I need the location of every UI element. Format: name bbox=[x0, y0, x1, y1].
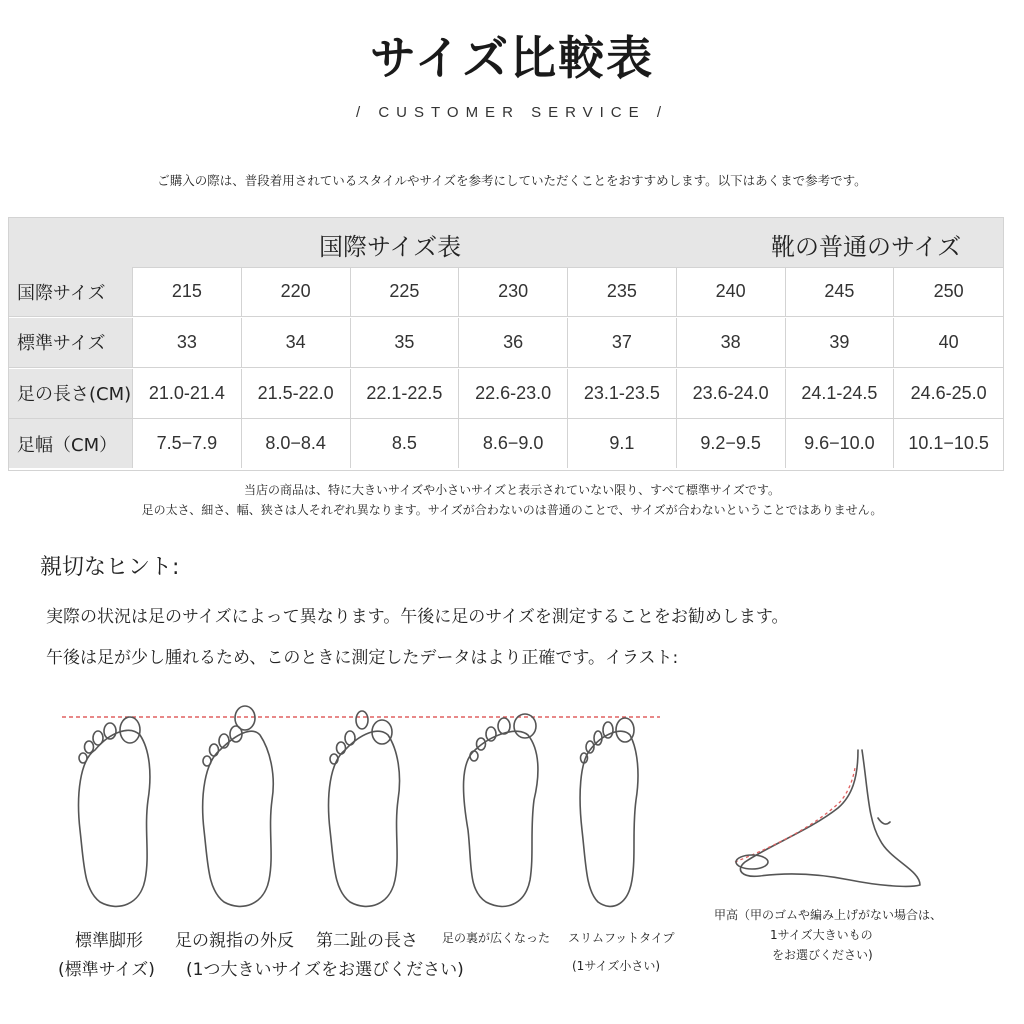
fit-note: 足の太さ、細さ、幅、狭さは人それぞれ異なります。サイズが合わないのは普通のことで、サイズが合わないということではありません。 bbox=[141, 503, 883, 517]
intro-text: ご購入の際は、普段着用されているスタイルやサイズを参考にしていただくことをおすすめします。以下はあくまで参考です。 bbox=[157, 173, 867, 188]
foot-label-second-toe: 第二趾の長さ bbox=[316, 931, 418, 951]
table-cell: 9.1 bbox=[568, 419, 677, 468]
row-label: 標準サイズ bbox=[9, 318, 133, 367]
wide-sole-foot-icon bbox=[464, 714, 538, 906]
high-instep-foot-icon bbox=[735, 750, 920, 886]
foot-label-slim-sub: (1サイズ小さい) bbox=[572, 959, 661, 973]
table-row bbox=[9, 369, 1003, 419]
table-cell: 21.0-21.4 bbox=[133, 369, 242, 418]
hallux-valgus-foot-icon bbox=[203, 706, 274, 906]
table-cell: 215 bbox=[133, 267, 242, 316]
foot-label-slim: スリムフットタイプ bbox=[568, 931, 675, 945]
foot-label-group-sub: (1つ大きいサイズをお選びください) bbox=[186, 960, 464, 980]
table-cell: 7.5−7.9 bbox=[133, 419, 242, 468]
foot-label-standard: 標準脚形 bbox=[75, 931, 143, 951]
page-subtitle: / CUSTOMER SERVICE / bbox=[356, 104, 668, 121]
table-cell: 34 bbox=[242, 318, 351, 367]
table-cell: 21.5-22.0 bbox=[242, 369, 351, 418]
instep-label-2: 1サイズ大きいもの bbox=[770, 928, 873, 942]
table-cell: 9.2−9.5 bbox=[677, 419, 786, 468]
page-title: サイズ比較表 bbox=[369, 31, 655, 85]
table-header bbox=[9, 218, 1003, 268]
table-row bbox=[9, 318, 1003, 368]
size-table bbox=[8, 217, 1004, 471]
table-cell: 10.1−10.5 bbox=[908, 433, 989, 454]
table-cell: 9.6−10.0 bbox=[786, 419, 895, 468]
instep-label-1: 甲高（甲のゴムや編み上げがない場合は、 bbox=[714, 908, 943, 922]
standard-foot-icon bbox=[79, 717, 150, 906]
slim-foot-icon bbox=[580, 718, 638, 906]
table-cell: 8.6−9.0 bbox=[459, 419, 568, 468]
hint-line-1: 実際の状況は足のサイズによって異なります。午後に足のサイズを測定することをお勧めします。 bbox=[46, 607, 789, 627]
table-cell: 22.6-23.0 bbox=[459, 369, 568, 418]
table-cell: 23.6-24.0 bbox=[677, 369, 786, 418]
table-cell: 240 bbox=[677, 267, 786, 316]
foot-label-standard-sub: (標準サイズ) bbox=[58, 960, 155, 980]
row-label: 国際サイズ bbox=[9, 267, 133, 316]
table-cell: 8.5 bbox=[351, 419, 460, 468]
table-cell: 24.6-25.0 bbox=[910, 382, 987, 403]
table-cell: 33 bbox=[133, 318, 242, 367]
table-cell: 8.0−8.4 bbox=[242, 419, 351, 468]
table-cell: 40 bbox=[938, 331, 959, 352]
table-heading-normal: 靴の普通のサイズ bbox=[771, 233, 962, 261]
table-cell: 23.1-23.5 bbox=[568, 369, 677, 418]
table-cell: 235 bbox=[568, 267, 677, 316]
table-cell: 225 bbox=[351, 267, 460, 316]
table-cell: 35 bbox=[351, 318, 460, 367]
table-cell: 230 bbox=[459, 267, 568, 316]
table-cell: 250 bbox=[933, 281, 964, 301]
size-note: 当店の商品は、特に大きいサイズや小さいサイズと表示されていない限り、すべて標準サイズです。 bbox=[244, 483, 780, 497]
feet-illustration bbox=[0, 690, 1024, 920]
table-cell: 38 bbox=[677, 318, 786, 367]
table-cell: 37 bbox=[568, 318, 677, 367]
hint-line-2: 午後は足が少し腫れるため、このときに測定したデータはより正確です。イラスト: bbox=[46, 648, 679, 668]
table-heading-international: 国際サイズ表 bbox=[319, 233, 462, 261]
second-toe-foot-icon bbox=[329, 711, 400, 906]
table-cell: 220 bbox=[242, 267, 351, 316]
table-cell: 24.1-24.5 bbox=[786, 369, 895, 418]
row-label: 足の長さ(CM) bbox=[9, 369, 133, 418]
table-cell: 22.1-22.5 bbox=[351, 369, 460, 418]
row-label: 足幅（CM） bbox=[9, 419, 133, 468]
table-cell: 39 bbox=[786, 318, 895, 367]
table-cell: 245 bbox=[786, 267, 895, 316]
hint-title: 親切なヒント: bbox=[40, 555, 180, 580]
table-cell: 36 bbox=[459, 318, 568, 367]
table-row bbox=[9, 267, 1003, 317]
foot-label-hallux: 足の親指の外反 bbox=[175, 931, 294, 951]
table-row bbox=[9, 419, 1003, 468]
foot-label-wide-sole: 足の裏が広くなった bbox=[442, 931, 551, 945]
instep-label-3: をお選びください) bbox=[772, 948, 873, 962]
